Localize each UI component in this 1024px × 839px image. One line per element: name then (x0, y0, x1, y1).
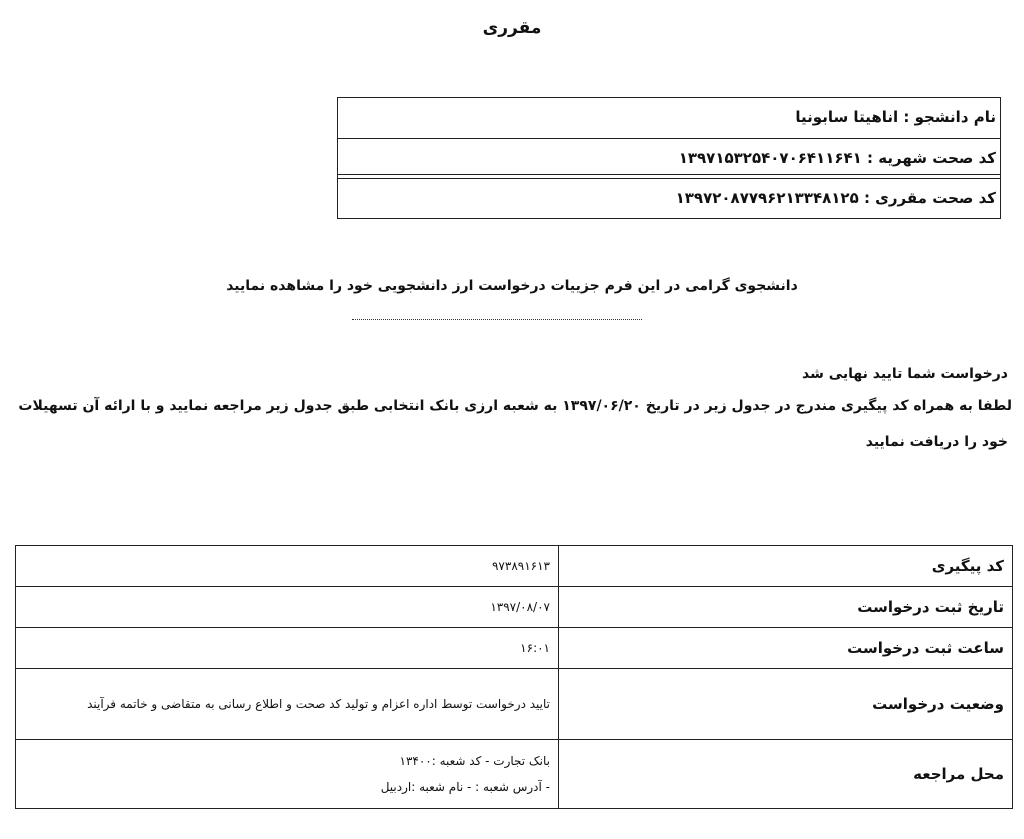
page-title: مقرری (482, 18, 542, 38)
table-row (16, 628, 1013, 669)
branch-location-value (16, 740, 559, 809)
request-date-value: ۱۳۹۷/۰۸/۰۷ (16, 587, 559, 628)
request-time-label: ساعت ثبت درخواست (559, 628, 1013, 669)
request-time-value: ۱۶:۰۱ (16, 628, 559, 669)
branch-address-line: - آدرس شعبه : - نام شعبه :اردبیل (380, 780, 550, 794)
request-date-label: تاریخ ثبت درخواست (559, 587, 1013, 628)
stipend-verification-code: کد صحت مقرری : ۱۳۹۷۲۰۸۷۷۹۶۲۱۳۳۴۸۱۲۵ (338, 178, 1000, 217)
table-row (16, 669, 1013, 740)
request-details-table (15, 545, 1013, 809)
tuition-verification-code: کد صحت شهریه : ۱۳۹۷۱۵۳۲۵۴۰۷۰۶۴۱۱۶۴۱ (338, 138, 1000, 177)
student-info-box (337, 97, 1001, 219)
request-status-label: وضعیت درخواست (559, 669, 1013, 740)
table-row (16, 587, 1013, 628)
tracking-code-value: ۹۷۳۸۹۱۶۱۳ (16, 546, 559, 587)
table-row (16, 546, 1013, 587)
branch-info-line: بانک تجارت - کد شعبه :۱۳۴۰۰ (399, 754, 550, 768)
table-row (16, 740, 1013, 809)
approval-message: درخواست شما تایید نهایی شد (801, 366, 1008, 382)
instruction-message-continued: خود را دریافت نمایید (865, 434, 1008, 450)
instruction-message: لطفا به همراه کد پیگیری مندرج در جدول زیر در تاریخ ۱۳۹۷/۰۶/۲۰ به شعبه ارزی بانک انتخابی طبق جدول زیر مراجعه نمایید و با ارائه آن تسهیلات (18, 398, 1012, 414)
student-name: نام دانشجو : اناهیتا سابونیا (795, 108, 996, 126)
greeting-text: دانشجوی گرامی در این فرم جزییات درخواست ارز دانشجویی خود را مشاهده نمایید (226, 278, 798, 294)
branch-location-label: محل مراجعه (559, 740, 1013, 809)
tracking-code-label: کد پیگیری (559, 546, 1013, 587)
request-status-value: تایید درخواست توسط اداره اعزام و تولید کد صحت و اطلاع رسانی به متقاضی و خاتمه فرآیند (16, 669, 559, 740)
dotted-divider (352, 318, 642, 320)
